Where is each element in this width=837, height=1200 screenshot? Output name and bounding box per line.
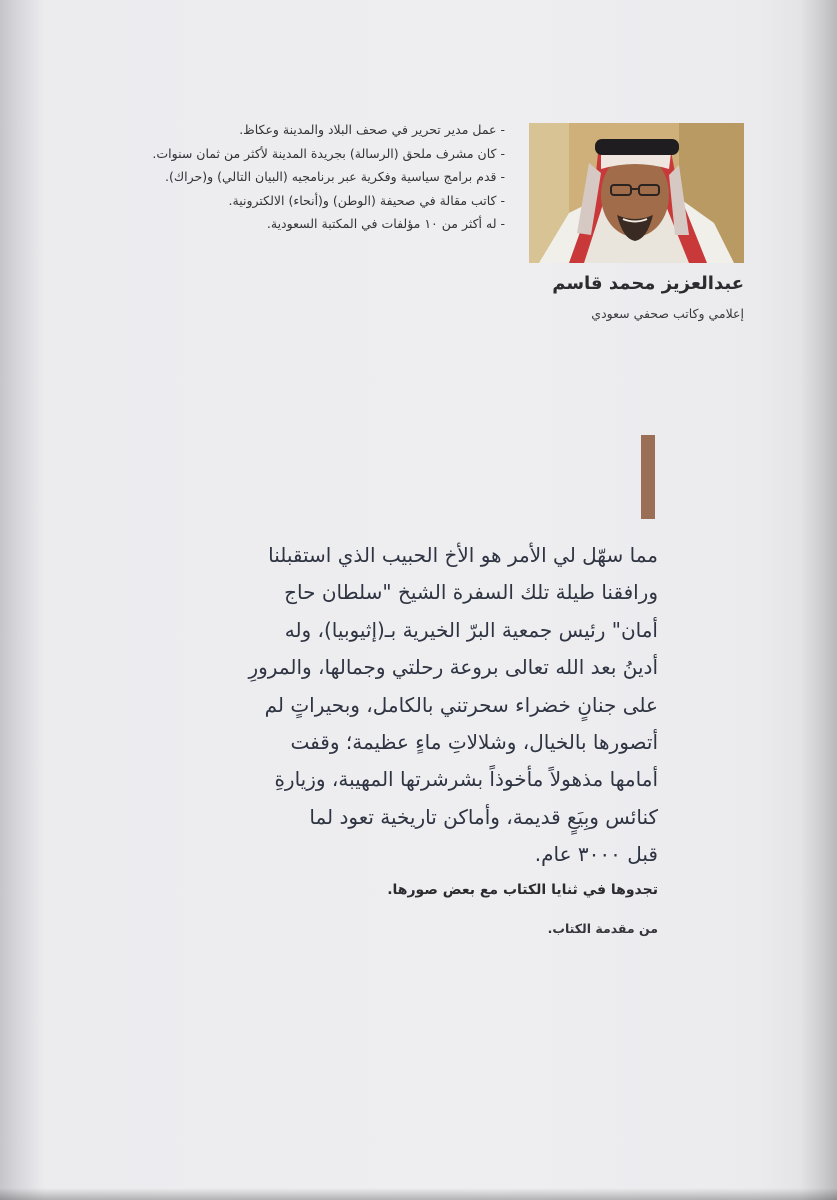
author-photo <box>529 123 744 263</box>
excerpt-line: كنائس وبِيَعٍ قديمة، وأماكن تاريخية تعود لما <box>309 804 658 829</box>
bio-item: - عمل مدير تحرير في صحف البلاد والمدينة وعكاظ. <box>239 122 505 137</box>
excerpt-line: ورافقنا طيلة تلك السفرة الشيخ "سلطان حاج <box>284 580 658 605</box>
book-excerpt <box>120 537 658 874</box>
excerpt-source: من مقدمة الكتاب. <box>547 921 658 936</box>
excerpt-line: على جنانٍ خضراء سحرتني بالكامل، وبحيراتٍ لم <box>264 692 658 717</box>
bio-item: - كاتب مقالة في صحيفة (الوطن) و(أنحاء) الالكترونية. <box>228 192 505 208</box>
accent-bar <box>641 435 655 519</box>
author-portrait-illustration <box>529 123 744 263</box>
excerpt-line: مما سهّل لي الأمر هو الأخ الحبيب الذي استقبلنا <box>268 543 658 567</box>
bio-item: - قدم برامج سياسية وفكرية عبر برنامجيه (البيان التالي) و(حراك). <box>164 169 505 184</box>
bio-item: - كان مشرف ملحق (الرسالة) بجريدة المدينة لأكثر من ثمان سنوات. <box>152 145 505 161</box>
author-name: عبدالعزيز محمد قاسم <box>552 273 744 294</box>
page-bottom-edge <box>0 1188 837 1200</box>
excerpt-line: أدينُ بعد الله تعالى بروعة رحلتي وجمالها، والمرورِ <box>248 655 658 680</box>
excerpt-caption: تجدوها في ثنايا الكتاب مع بعض صورها. <box>387 882 658 898</box>
excerpt-line: قبل ٣٠٠٠ عام. <box>534 842 658 867</box>
excerpt-line: أمان" رئيس جمعية البرّ الخيرية بـ(إثيوبيا)، وله <box>284 617 658 642</box>
excerpt-line: أمامها مذهولاً مأخوذاً بشرشرتها المهيبة، وزيارةِ <box>274 767 658 792</box>
bio-item: - له أكثر من ١٠ مؤلفات في المكتبة السعودية. <box>266 216 505 231</box>
page-fold-shadow <box>0 0 46 1200</box>
author-bio-list <box>75 118 505 236</box>
excerpt-line: أتصورها بالخيال، وشلالاتِ ماءٍ عظيمة؛ وقفت <box>290 730 658 755</box>
author-title: إعلامي وكاتب صحفي سعودي <box>591 306 744 321</box>
